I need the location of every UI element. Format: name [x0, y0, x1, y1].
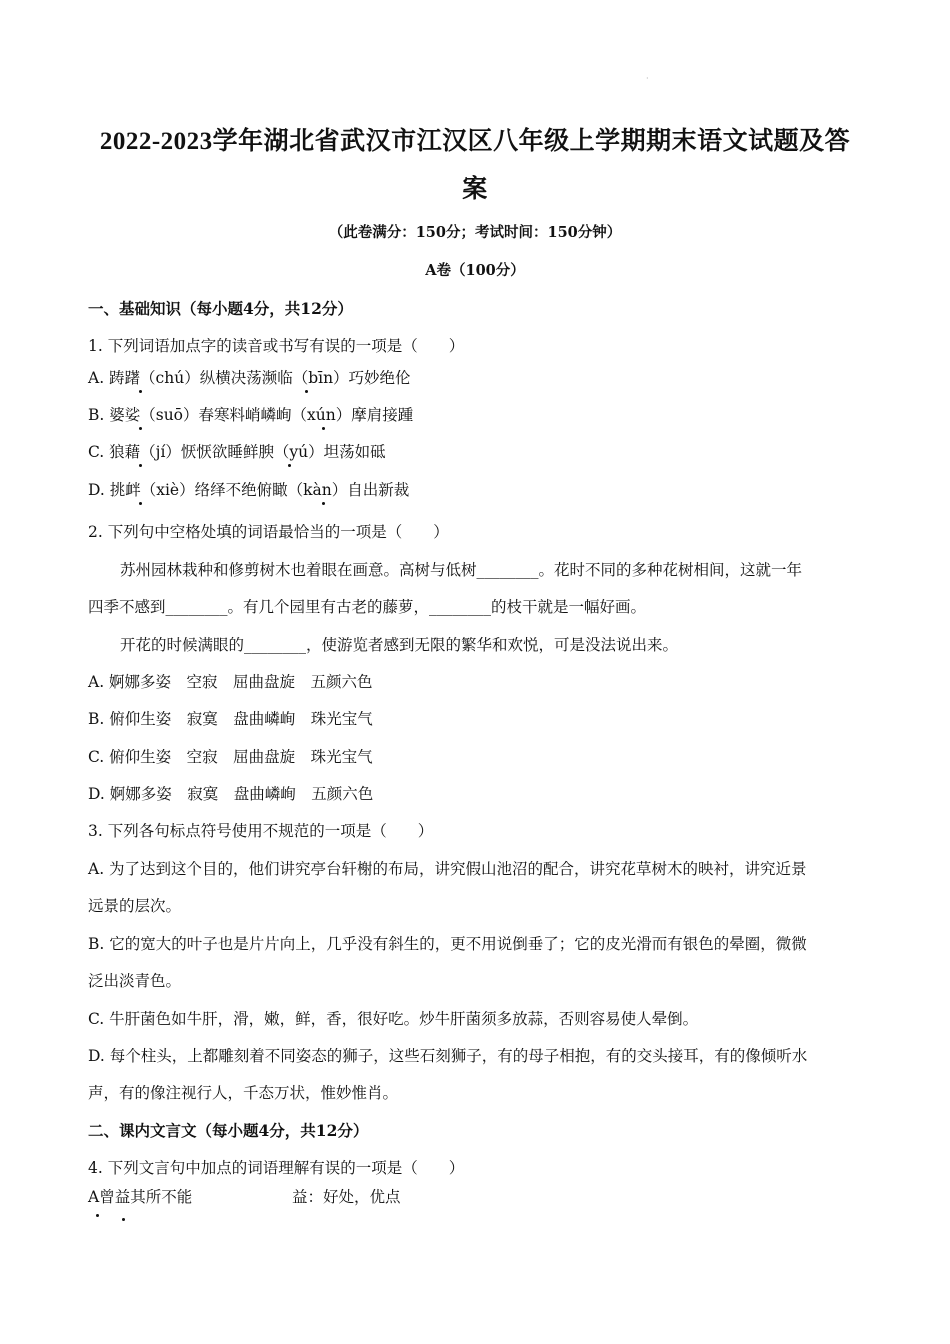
- question-2-stem: 2. 下列句中空格处填的词语最恰当的一项是（ ）: [88, 523, 449, 541]
- q2-passage-line-2: 四季不感到________。有几个园里有古老的藤萝，________的枝干就是一幅好画。: [88, 598, 647, 616]
- q2-option-b: B. 俯仰生姿 寂寞 盘曲嶙峋 珠光宝气: [88, 710, 373, 728]
- q3-option-b-line-2: 泛出淡青色。: [88, 972, 182, 990]
- emphasis-dot: [139, 390, 142, 393]
- emphasis-dot: [139, 502, 142, 505]
- q1-option-a: A. 踌躇（chú）纵横决荡濒临（bīn）巧妙绝伦: [88, 369, 411, 387]
- q4-option-a: [88, 1186, 868, 1208]
- q3-option-b-line-1: B. 它的宽大的叶子也是片片向上，几乎没有斜生的，更不用说倒垂了；它的皮光滑而有银色的晕圈，微微: [88, 935, 807, 953]
- emphasis-dot: [139, 427, 142, 430]
- q4-option-a-text: A曾益其所不能: [88, 1188, 193, 1206]
- q1-option-d: D. 挑衅（xiè）络绎不绝俯瞰（kàn）自出新裁: [88, 481, 410, 499]
- emphasis-dot: [322, 427, 325, 430]
- q3-option-c: C. 牛肝菌色如牛肝，滑，嫩，鲜，香，很好吃。炒牛肝菌须多放蒜，否则容易使人晕倒。: [88, 1010, 699, 1028]
- q4-option-a-gloss: 益：好处，优点: [292, 1188, 401, 1206]
- emphasis-dot: [288, 464, 291, 467]
- emphasis-dot: [96, 1214, 99, 1217]
- q1-option-b: B. 婆娑（suō）春寒料峭嶙峋（xún）摩肩接踵: [88, 406, 414, 424]
- q2-passage-line-1: 苏州园林栽种和修剪树木也着眼在画意。高树与低树________。花时不同的多种花树相间，这就一年: [120, 561, 803, 579]
- question-3-stem: 3. 下列各句标点符号使用不规范的一项是（ ）: [88, 822, 434, 840]
- title-line-2: 案: [462, 176, 488, 203]
- scan-mark: ·: [646, 74, 649, 83]
- q2-option-d: D. 婀娜多姿 寂寞 盘曲嶙峋 五颜六色: [88, 785, 374, 803]
- section-2-heading: 二、课内文言文（每小题4分，共12分）: [88, 1121, 369, 1140]
- question-1-stem: 1. 下列词语加点字的读音或书写有误的一项是（ ）: [88, 337, 465, 355]
- emphasis-dot: [139, 464, 142, 467]
- emphasis-dot: [305, 390, 308, 393]
- q2-passage-line-3: 开花的时候满眼的________，使游览者感到无限的繁华和欢悦，可是没法说出来。: [120, 636, 679, 654]
- q2-option-a: A. 婀娜多姿 空寂 屈曲盘旋 五颜六色: [88, 673, 373, 691]
- q3-option-a-line-2: 远景的层次。: [88, 897, 182, 915]
- q3-option-d-line-1: D. 每个柱头，上都雕刻着不同姿态的狮子，这些石刻狮子，有的母子相抱，有的交头接耳，有的像倾听水: [88, 1047, 808, 1065]
- q3-option-a-line-1: A. 为了达到这个目的，他们讲究亭台轩榭的布局，讲究假山池沼的配合，讲究花草树木的映衬，讲究近景: [88, 860, 807, 878]
- emphasis-dot: [122, 1218, 125, 1221]
- q3-option-d-line-2: 声，有的像注视行人，千态万状，惟妙惟肖。: [88, 1084, 399, 1102]
- q1-option-c: C. 狼藉（jí）恹恹欲睡鲜腴（yú）坦荡如砥: [88, 443, 386, 461]
- question-4-stem: 4. 下列文言句中加点的词语理解有误的一项是（ ）: [88, 1159, 465, 1177]
- document-title: [60, 118, 890, 214]
- title-line-1: 2022-2023学年湖北省武汉市江汉区八年级上学期期末语文试题及答: [99, 128, 851, 155]
- part-heading: A卷（100分）: [425, 262, 525, 279]
- emphasis-dot: [322, 502, 325, 505]
- q2-option-c: C. 俯仰生姿 空寂 屈曲盘旋 珠光宝气: [88, 748, 373, 766]
- exam-meta: （此卷满分：150分；考试时间：150分钟）: [328, 224, 622, 241]
- section-1-heading: 一、基础知识（每小题4分，共12分）: [88, 299, 353, 318]
